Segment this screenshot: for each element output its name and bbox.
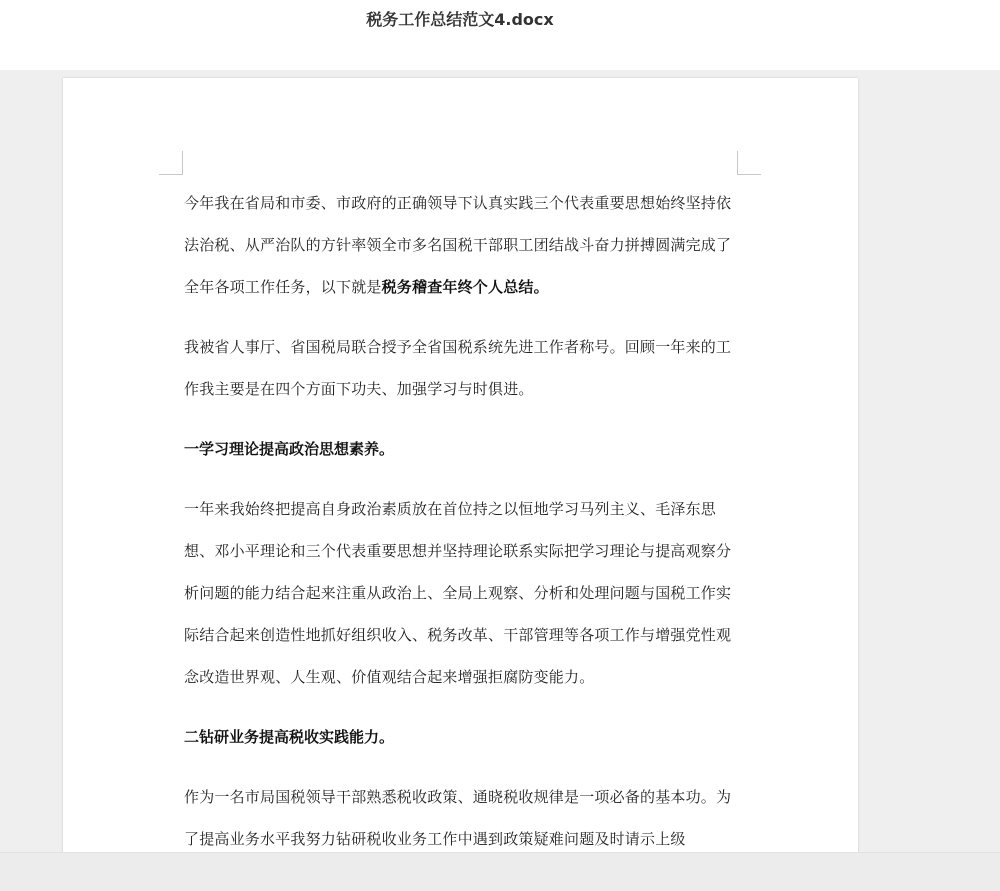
margin-corner-top-right [737,151,761,175]
bottom-toolbar [0,852,1000,891]
document-page [63,78,858,852]
section-heading: 二钻研业务提高税收实践能力。 [184,728,395,746]
paragraph: 我被省人事厅、省国税局联合授予全省国税系统先进工作者称号。回顾一年来的工作我主要是在四个方面下功夫、加强学习与时俱进。 [184,338,732,398]
title-bar [0,0,1000,70]
margin-corner-top-left [159,151,183,175]
paragraph: 作为一名市局国税领导干部熟悉税收政策、通晓税收规律是一项必备的基本功。为了提高业务水平我努力钻研税收业务工作中遇到政策疑难问题及时请示上级 [184,788,732,848]
paragraph-bold-text: 税务稽查年终个人总结。 [381,278,549,296]
paragraph-text: 今年我在省局和市委、市政府的正确领导下认真实践三个代表重要思想始终坚持依法治税、从严治队的方针率领全市多名国税干部职工团结战斗奋力拼搏圆满完成了全年各项工作任务，以下就是 [184,194,732,296]
paragraph [184,182,744,308]
document-title: 税务工作总结范文4.docx [366,10,554,29]
paragraph: 一年来我始终把提高自身政治素质放在首位持之以恒地学习马列主义、毛泽东思想、邓小平理论和三个代表重要思想并坚持理论联系实际把学习理论与提高观察分析问题的能力结合起来注重从政治上、全局上观察、分析和处理问题与国税工作实际结合起来创造性地抓好组织收入、税务改革、干部管理等各项工作与增强党性观念改造世界观、人生观、价值观结合起来增强拒腐防变能力。 [184,500,732,686]
section-heading: 一学习理论提高政治思想素养。 [184,440,395,458]
document-viewer[interactable] [0,70,1000,852]
document-body [184,182,744,852]
